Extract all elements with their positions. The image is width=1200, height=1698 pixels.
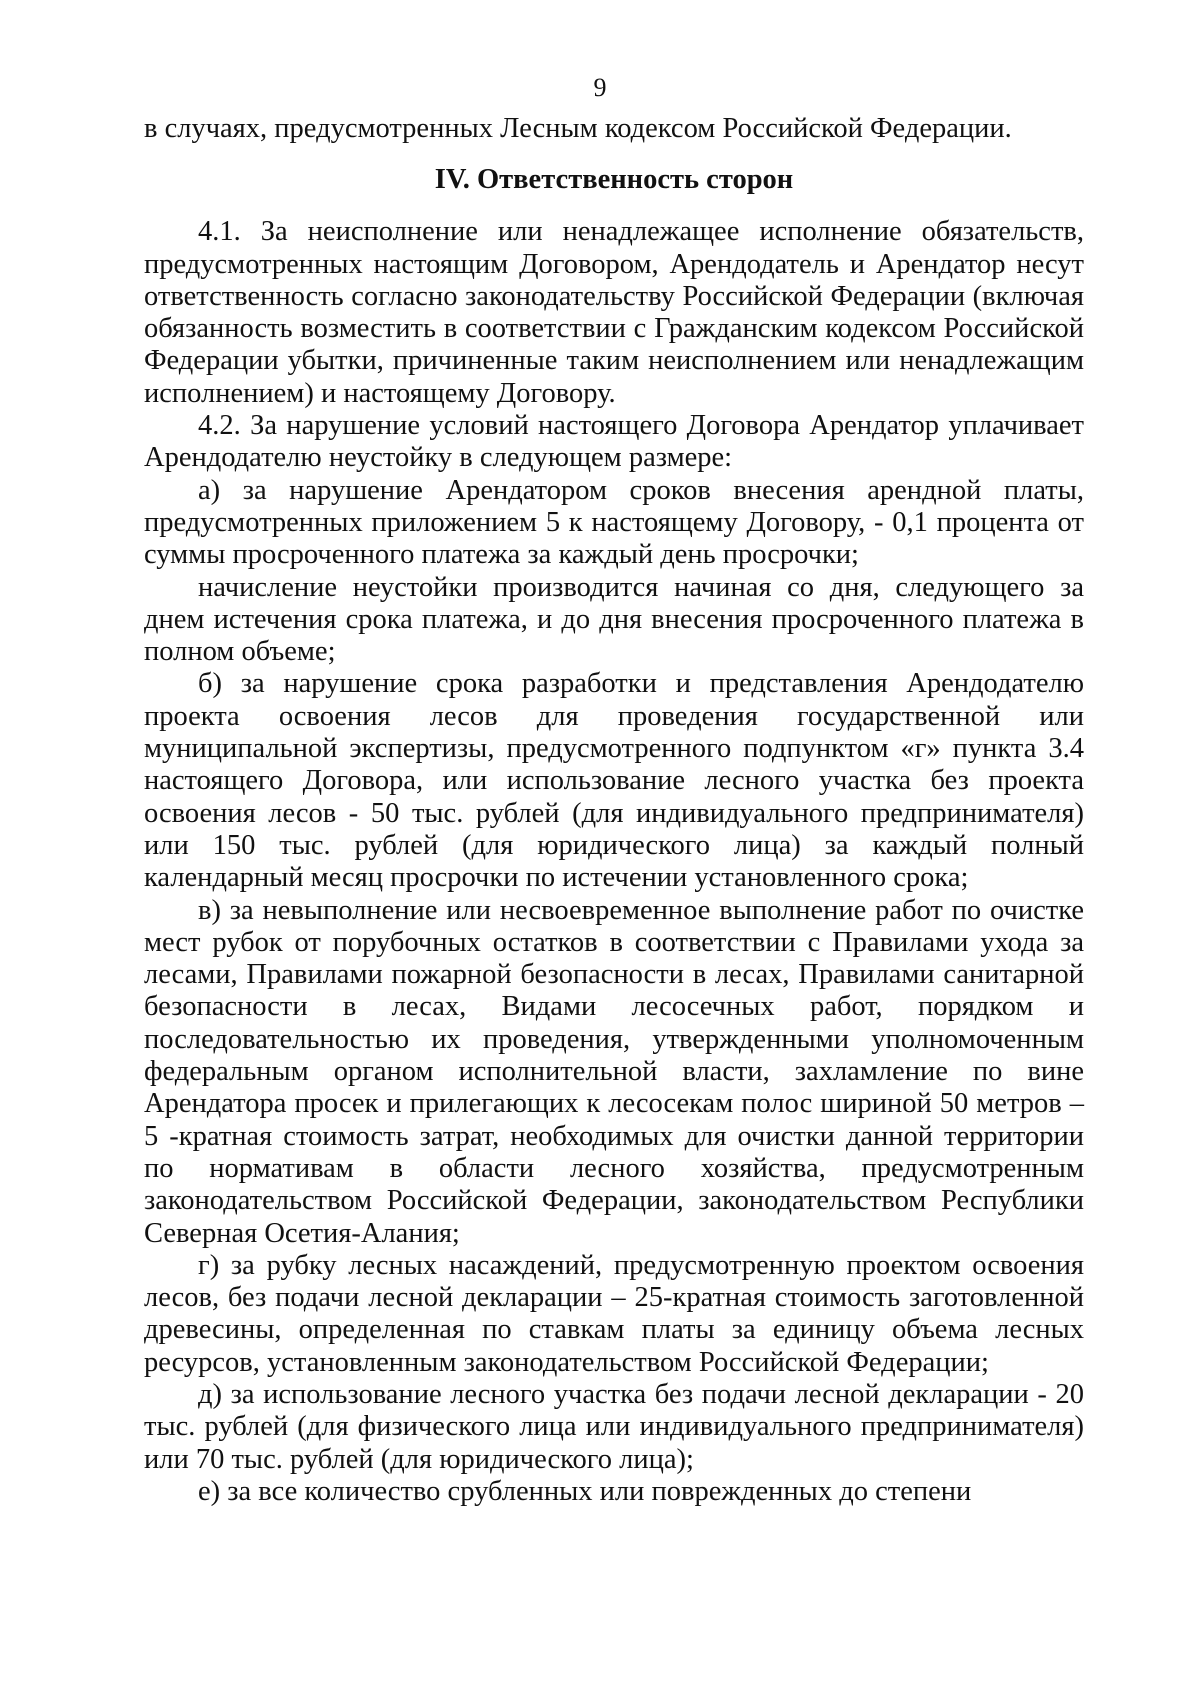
page-number: 9	[593, 73, 607, 102]
paragraph-4-2: 4.2. За нарушение условий настоящего Договора Арендатор уплачивает Арендодателю неустойку в следующем размере:	[144, 410, 1084, 474]
section-title: IV. Ответственность сторон	[434, 164, 794, 196]
lead-paragraph: в случаях, предусмотренных Лесным кодексом Российской Федерации.	[144, 113, 1012, 144]
paragraph-penalty-accrual: начисление неустойки производится начиная со дня, следующего за днем истечения срока платежа, и до дня внесения просроченного платежа в полном объеме;	[144, 571, 1084, 668]
paragraph-4-1: 4.1. За неисполнение или ненадлежащее исполнение обязательств, предусмотренных настоящим Договором, Арендодатель и Арендатор несут ответственность согласно законодательству Российской Федерации (включая обязанность возместить в соответствии с Гражданским кодексом Российской Федерации убытки, причиненные таким неисполнением или ненадлежащим исполнением) и настоящему Договору.	[144, 216, 1084, 409]
document-body	[144, 113, 1084, 1508]
paragraph-e: е) за все количество срубленных или поврежденных до степени	[198, 1475, 972, 1507]
paragraph-b: б) за нарушение срока разработки и представления Арендодателю проекта освоения лесов для проведения государственной или муниципальной экспертизы, предусмотренного подпунктом «г» пункта 3.4 настоящего Договора, или использование лесного участка без проекта освоения лесов - 50 тыс. рублей (для индивидуального предпринимателя) или 150 тыс. рублей (для юридического лица) за каждый полный календарный месяц просрочки по истечении установленного срока;	[144, 668, 1084, 894]
paragraph-d: д) за использование лесного участка без подачи лесной декларации - 20 тыс. рублей (для физического лица или индивидуального предпринимателя) или 70 тыс. рублей (для юридического лица);	[144, 1378, 1084, 1475]
paragraph-g: г) за рубку лесных насаждений, предусмотренную проектом освоения лесов, без подачи лесной декларации – 25-кратная стоимость заготовленной древесины, определенная по ставкам платы за единицу объема лесных ресурсов, установленным законодательством Российской Федерации;	[144, 1249, 1084, 1378]
paragraph-v: в) за невыполнение или несвоевременное выполнение работ по очистке мест рубок от порубочных остатков в соответствии с Правилами ухода за лесами, Правилами пожарной безопасности в лесах, Правилами санитарной безопасности в лесах, Видами лесосечных работ, порядком и последовательностью их проведения, утвержденными уполномоченным федеральным органом исполнительной власти, захламление по вине Арендатора просек и прилегающих к лесосекам полос шириной 50 метров – 5 -кратная стоимость затрат, необходимых для очистки данной территории по нормативам в области лесного хозяйства, предусмотренным законодательством Российской Федерации, законодательством Республики Северная Осетия-Алания;	[144, 894, 1084, 1249]
paragraph-a: а) за нарушение Арендатором сроков внесения арендной платы, предусмотренных приложением 5 к настоящему Договору, - 0,1 процента от суммы просроченного платежа за каждый день просрочки;	[144, 474, 1084, 571]
